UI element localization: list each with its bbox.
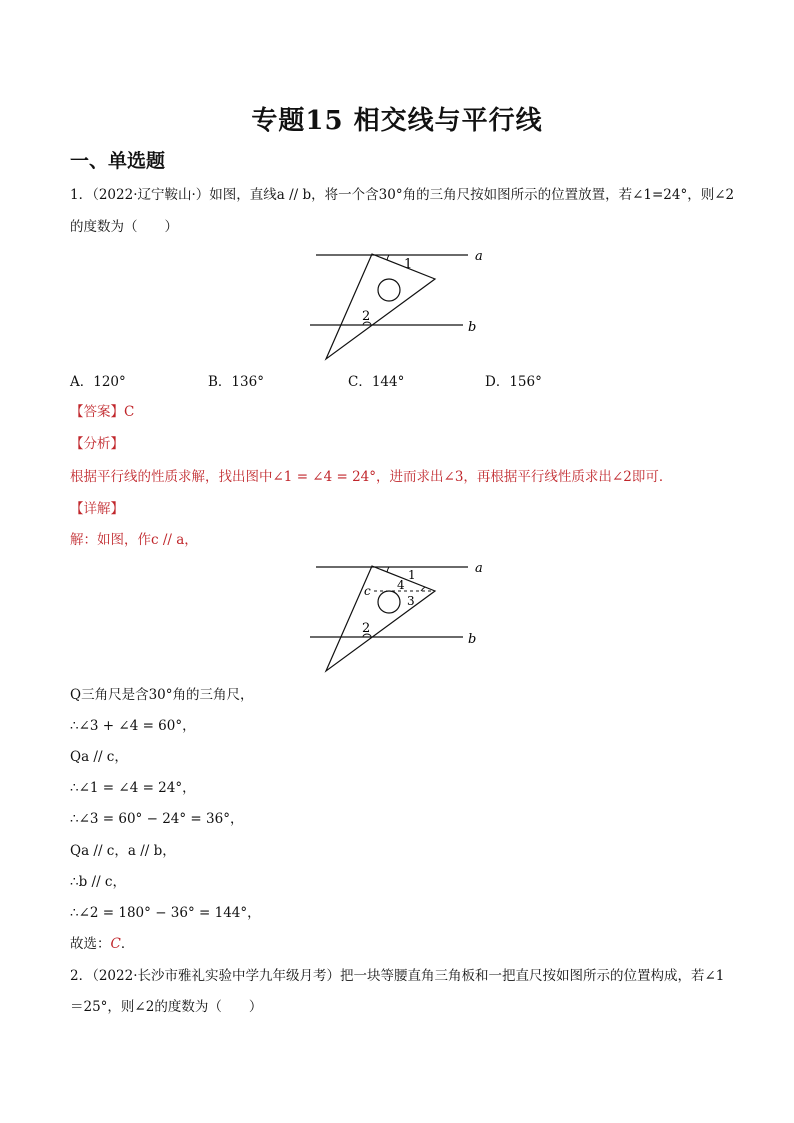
triangle-hole (378, 279, 400, 301)
label-angle-4: 4 (397, 578, 405, 592)
q2-stem-line2: ＝25°，则∠2的度数为（ ） (70, 999, 263, 1015)
step-4: ∴∠1 = ∠4 = 24°， (70, 780, 196, 796)
label-angle-1: 1 (404, 257, 413, 272)
angle-mark-1 (387, 255, 389, 260)
conclusion-prefix: 故选： (70, 936, 111, 952)
step-5: ∴∠3 = 60° − 24° = 36°， (70, 811, 244, 827)
q1-figure (300, 242, 500, 367)
option-b: B．136° (208, 374, 264, 390)
option-a: A．120° (70, 374, 126, 390)
label-c: c (364, 584, 371, 598)
section-heading: 一、单选题 (70, 150, 166, 172)
analysis-tag: 【分析】 (70, 436, 124, 452)
label-b: b (468, 632, 477, 647)
q1-stem-line2: 的度数为（ ） (70, 219, 178, 235)
triangle-ruler (326, 254, 435, 359)
q1-stem-line1: 1．（2022·辽宁鞍山·）如图，直线a // b，将一个含30°角的三角尺按如图所示的位置放置，若∠1=24°，则∠2 (70, 187, 735, 203)
step-2: ∴∠3 + ∠4 = 60°， (70, 718, 196, 734)
step-3: Qa // c， (70, 749, 128, 765)
detail-tag: 【详解】 (70, 501, 124, 517)
triangle-hole (378, 591, 400, 613)
q2-stem-line1: 2．（2022·长沙市雅礼实验中学九年级月考）把一块等腰直角三角板和一把直尺按如图所示的位置构成，若∠1 (70, 968, 725, 984)
step-8: ∴∠2 = 180° − 36° = 144°， (70, 905, 261, 921)
step-6: Qa // c，a // b， (70, 843, 176, 859)
label-angle-2: 2 (362, 309, 371, 324)
conclusion (70, 935, 134, 953)
step-7: ∴b // c， (70, 874, 126, 890)
option-c: C．144° (348, 374, 405, 390)
angle-mark-1 (387, 567, 389, 572)
answer-line (70, 403, 134, 421)
label-angle-1: 1 (408, 568, 416, 582)
label-a: a (475, 249, 483, 264)
page-title: 专题15 相交线与平行线 (251, 106, 543, 136)
answer-tag: 【答案】 (70, 404, 124, 420)
q1-solution-figure (300, 554, 500, 679)
label-angle-2: 2 (362, 621, 371, 636)
q1-options (70, 373, 542, 391)
conclusion-answer: C (110, 936, 121, 952)
angle-mark-c (421, 587, 425, 591)
detail-intro: 解：如图，作c // a， (70, 532, 198, 548)
label-b: b (468, 320, 477, 335)
step-1: Q三角尺是含30°角的三角尺， (70, 687, 254, 703)
analysis-text: 根据平行线的性质求解，找出图中∠1 = ∠4 = 24°，进而求出∠3，再根据平行线性质求出∠2即可． (70, 469, 673, 485)
answer-value: C (124, 404, 135, 420)
triangle-ruler (326, 566, 435, 671)
label-a: a (475, 561, 483, 576)
label-angle-3: 3 (407, 594, 415, 608)
option-d: D．156° (485, 374, 542, 390)
conclusion-suffix: ． (120, 936, 135, 952)
